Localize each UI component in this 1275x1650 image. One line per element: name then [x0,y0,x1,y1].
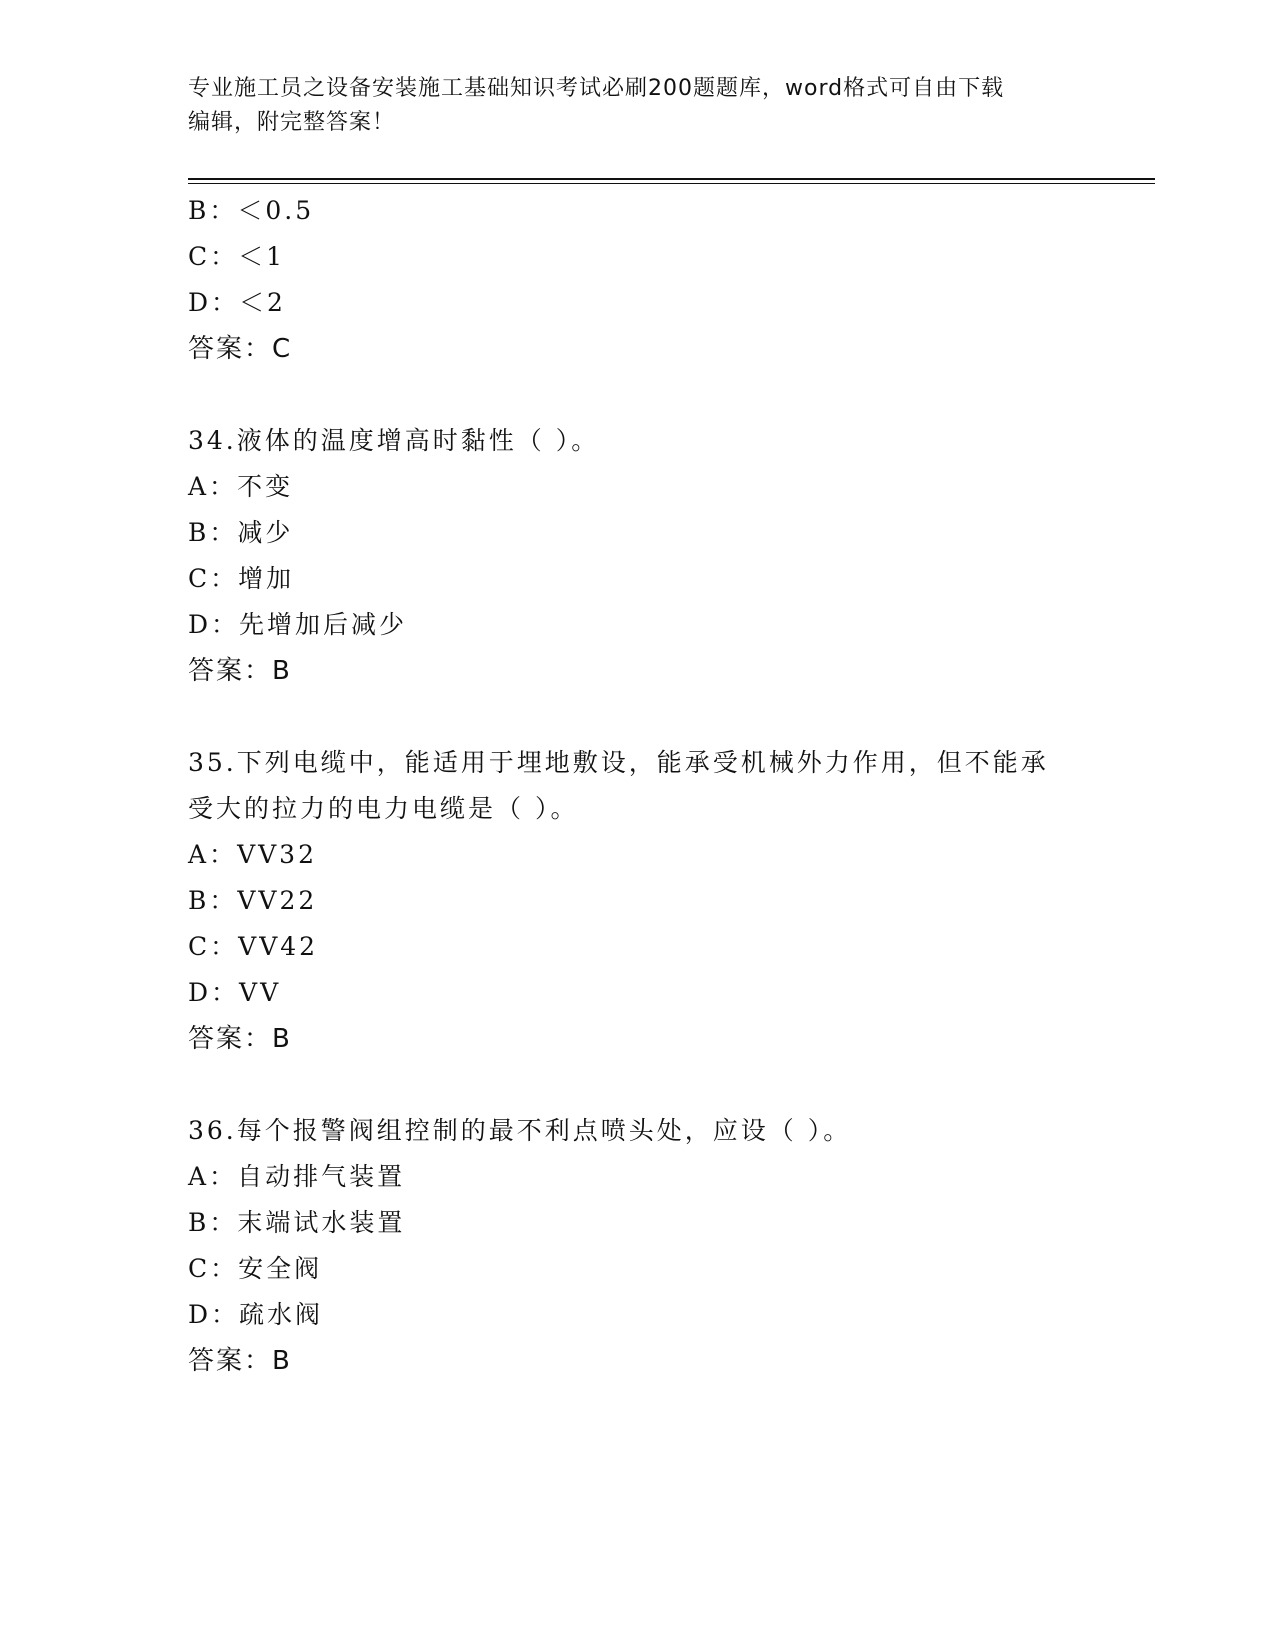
header-rule-thin [188,183,1155,184]
option-text: 不变 [237,472,294,501]
option-text: 先增加后减少 [239,610,408,639]
spacer [188,1062,1088,1108]
option-label: A： [188,840,238,869]
spacer [188,372,1088,418]
question-33-continuation [188,188,1088,372]
option-c [188,1246,1088,1292]
header-line-1: 专业施工员之设备安装施工基础知识考试必刷200题题库，word格式可自由下载 [188,76,1005,101]
question-34 [188,418,1088,694]
option-text: 安全阀 [238,1254,323,1283]
question-stem-line-1: 35.下列电缆中，能适用于埋地敷设，能承受机械外力作用，但不能承 [188,748,1049,777]
question-stem-line-2: 受大的拉力的电力电缆是（ ）。 [188,794,579,823]
question-36 [188,1108,1088,1384]
option-label: B： [188,196,238,225]
option-label: C： [188,932,239,961]
answer-line: 答案：B [188,656,292,686]
option-d [188,1292,1088,1338]
option-text: 自动排气装置 [237,1162,406,1191]
question-35 [188,740,1088,1062]
option-text: VV32 [237,840,317,869]
option-d [188,602,1088,648]
option-b [188,188,1088,234]
option-a [188,832,1088,878]
option-text: ＜0.5 [237,196,315,225]
spacer [188,694,1088,740]
option-d [188,280,1088,326]
option-c [188,234,1088,280]
answer-line: 答案：B [188,1024,292,1054]
question-stem: 34.液体的温度增高时黏性（ ）。 [188,426,600,455]
option-text: ＜2 [239,288,286,317]
option-label: A： [188,1162,238,1191]
option-text: 增加 [238,564,295,593]
option-label: C： [188,1254,239,1283]
option-text: VV22 [237,886,318,915]
option-text: ＜1 [238,242,286,271]
option-label: B： [188,518,238,547]
question-list [188,188,1088,1384]
option-a [188,464,1088,510]
option-label: D： [188,978,240,1007]
option-b [188,510,1088,556]
option-text: 疏水阀 [239,1300,324,1329]
option-label: A： [188,472,238,501]
option-label: D： [188,1300,240,1329]
option-c [188,924,1088,970]
option-text: VV42 [238,932,319,961]
option-label: D： [188,288,240,317]
header-rule-thick [188,178,1155,180]
option-label: C： [188,242,239,271]
option-label: B： [188,1208,238,1237]
option-b [188,1200,1088,1246]
answer-line: 答案：C [188,334,293,364]
document-header [188,72,1088,140]
option-label: B： [188,886,238,915]
option-text: 末端试水装置 [237,1208,406,1237]
answer-line: 答案：B [188,1346,292,1376]
option-c [188,556,1088,602]
option-d [188,970,1088,1016]
option-a [188,1154,1088,1200]
option-label: D： [188,610,240,639]
option-label: C： [188,564,239,593]
question-stem: 36.每个报警阀组控制的最不利点喷头处，应设（ ）。 [188,1116,852,1145]
option-b [188,878,1088,924]
option-text: VV [239,978,282,1007]
option-text: 减少 [237,518,294,547]
header-line-2: 编辑，附完整答案！ [188,110,396,135]
